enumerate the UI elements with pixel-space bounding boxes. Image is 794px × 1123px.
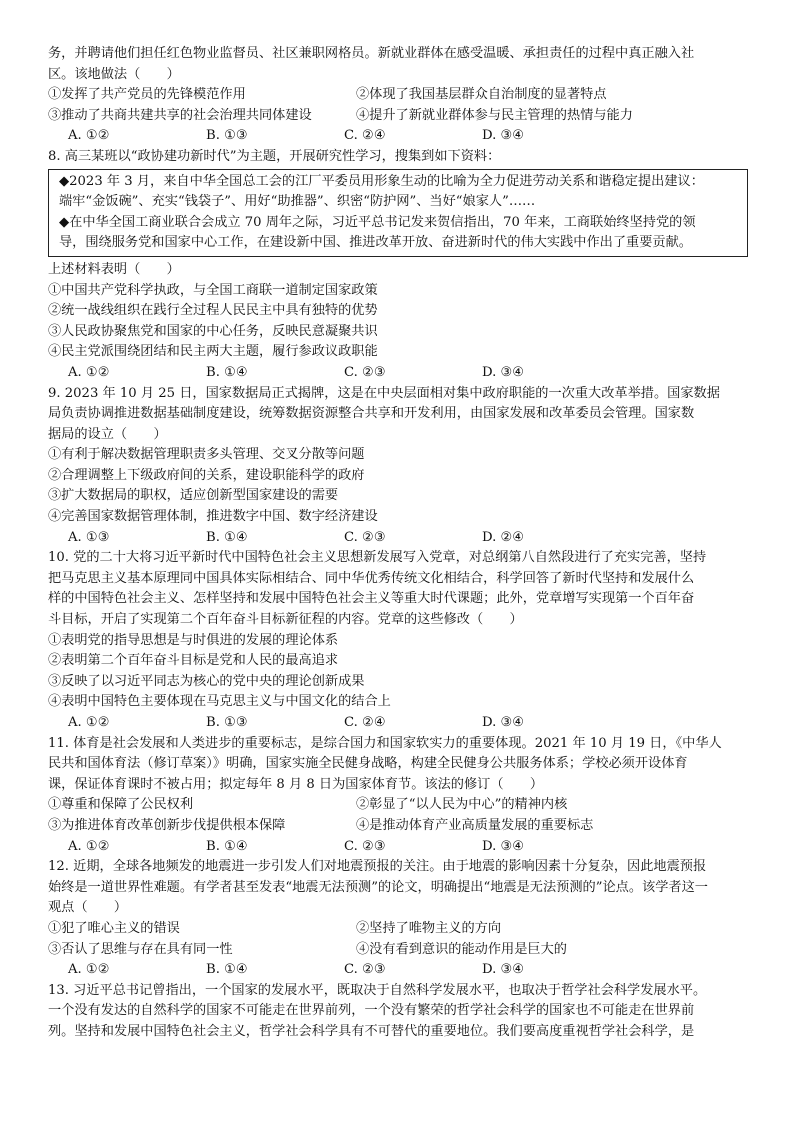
q11-stem-line: 民共和国体育法（修订草案）》明确，国家实施全民健身战略，构建全民健身公共服务体系；学校必须开设体育 [48,756,688,772]
question-9 [48,384,748,549]
q10-options [48,713,748,734]
q8-option-d[interactable]: D. ③④ [482,364,525,380]
q12-option-d[interactable]: D. ③④ [482,962,525,978]
q7-stem-line: 区。该地做法（ ） [48,66,180,82]
q11-statement-2[interactable]: ②彰显了“以人民为中心”的精神内核 [356,797,568,813]
q7-option-b[interactable]: B. ①③ [206,128,248,144]
q9-options [48,528,748,549]
q12-stem-line: 12. 近期，全球各地频发的地震进一步引发人们对地震预报的关注。由于地震的影响因素十分复杂，因此地震预报 [48,859,707,875]
question-13 [48,981,748,1043]
q12-statement-row [48,919,748,940]
q13-stem-line: 13. 习近平总书记曾指出，一个国家的发展水平，既取决于自然科学发展水平，也取决于哲学社会科学发展水平。 [48,982,707,998]
q10-stem-line: 样的中国特色社会主义、怎样坚持和发展中国特色社会主义等重大时代课题；此外，党章增写实现第一个百年奋 [48,591,695,607]
q10-statement-1[interactable]: ①表明党的指导思想是与时俱进的发展的理论体系 [48,632,339,648]
q7-statement-3[interactable]: ③推动了共商共建共享的社会治理共同体建设 [48,107,312,123]
q7-options [48,126,748,147]
q10-option-c[interactable]: C. ②④ [344,715,386,730]
q7-statement-1[interactable]: ①发挥了共产党员的先锋模范作用 [48,87,246,103]
q8-material-line: ◆2023 年 3 月，来自中华全国总工会的江厂平委员用形象生动的比喻为全力促进劳动关系和谐稳定提出建议： [59,173,704,189]
q10-statement-4[interactable]: ④表明中国特色主要体现在马克思主义与中国文化的结合上 [48,694,391,710]
q12-stem-line: 始终是一道世界性难题。有学者甚至发表“地震无法预测”的论文，明确提出“地震是无法预测的”论点。该学者这一 [48,879,708,895]
q13-stem-line: 列。坚持和发展中国特色社会主义，哲学社会科学具有不可替代的重要地位。我们要高度重视哲学社会科学，是 [48,1023,695,1039]
q9-statement-1[interactable]: ①有利于解决数据管理职责多头管理、交叉分散等问题 [48,447,365,463]
q10-stem-line: 把马克思主义基本原理同中国具体实际相结合、同中华优秀传统文化相结合，科学回答了新时代坚持和发展什么 [48,570,695,586]
q9-option-a[interactable]: A. ①③ [68,529,110,545]
q9-option-c[interactable]: C. ②③ [344,529,386,545]
q12-statement-2[interactable]: ②坚持了唯物主义的方向 [356,920,502,936]
q9-stem-line: 9. 2023 年 10 月 25 日，国家数据局正式揭牌，这是在中央层面相对集中政府职能的一次重大改革举措。国家数据 [48,385,720,401]
q8-material-box [48,169,748,257]
q9-stem-line: 局负责协调推进数据基础制度建设，统筹数据资源整合共享和开发利用，由国家发展和改革委员会管理。国家数 [48,406,695,422]
q9-statement-4[interactable]: ④完善国家数据管理体制，推进数字中国、数字经济建设 [48,509,378,525]
question-12 [48,857,748,981]
q12-option-b[interactable]: B. ①④ [206,962,248,978]
q8-statement-1[interactable]: ①中国共产党科学执政，与全国工商联一道制定国家政策 [48,282,378,298]
q10-option-d[interactable]: D. ③④ [482,715,525,730]
q10-stem-line: 10. 党的二十大将习近平新时代中国特色社会主义思想新发展写入党章，对总纲第八自然段进行了充实完善，坚持 [48,550,707,566]
q9-option-d[interactable]: D. ②④ [482,529,525,545]
q11-options [48,837,748,858]
q12-option-a[interactable]: A. ①② [68,962,110,978]
q8-option-c[interactable]: C. ②③ [344,364,386,380]
q13-stem-line: 一个没有发达的自然科学的国家不可能走在世界前列，一个没有繁荣的哲学社会科学的国家也不可能走在世界前 [48,1003,695,1019]
q8-statement-3[interactable]: ③人民政协聚焦党和国家的中心任务，反映民意凝聚共识 [48,323,378,339]
q11-statement-row [48,816,748,837]
question-7 [48,44,748,147]
q8-option-a[interactable]: A. ①② [68,364,110,380]
question-11 [48,734,748,858]
q8-stem: 8. 高三某班以“政协建功新时代”为主题，开展研究性学习，搜集到如下资料： [48,148,501,164]
q12-options [48,960,748,981]
q12-statement-3[interactable]: ③否认了思维与存在具有同一性 [48,941,233,957]
q9-stem-line: 据局的设立（ ） [48,426,167,442]
q11-stem-line: 课，保证体育课时不被占用；拟定每年 8 月 8 日为国家体育节。该法的修订（ ） [48,776,544,792]
q12-statement-1[interactable]: ①犯了唯心主义的错误 [48,920,180,936]
exam-page [48,44,748,1043]
q8-options [48,363,748,384]
q11-option-d[interactable]: D. ③④ [482,838,525,854]
q11-statement-1[interactable]: ①尊重和保障了公民权利 [48,797,194,813]
q11-statement-row [48,795,748,816]
q11-statement-4[interactable]: ④是推动体育产业高质量发展的重要标志 [356,817,594,833]
q8-statement-4[interactable]: ④民主党派围绕团结和民主两大主题，履行参政议政职能 [48,344,378,360]
q8-statement-2[interactable]: ②统一战线组织在践行全过程人民民主中具有独特的优势 [48,303,378,319]
q11-option-a[interactable]: A. ①② [68,838,110,854]
q7-stem-line: 务，并聘请他们担任红色物业监督员、社区兼职网格员。新就业群体在感受温暖、承担责任的过程中真正融入社 [48,46,695,61]
q8-material-line: ◆在中华全国工商业联合会成立 70 周年之际，习近平总书记发来贺信指出，70 年来，工商联始终坚持党的领 [59,214,696,230]
q7-statement-2[interactable]: ②体现了我国基层群众自治制度的显著特点 [356,87,607,103]
q12-statement-row [48,940,748,961]
q12-statement-4[interactable]: ④没有看到意识的能动作用是巨大的 [356,941,567,957]
q9-option-b[interactable]: B. ①④ [206,529,248,545]
q7-statement-4[interactable]: ④提升了新就业群体参与民主管理的热情与能力 [356,107,633,123]
q7-statement-row [48,106,748,127]
q8-option-b[interactable]: B. ①④ [206,364,248,380]
q10-statement-3[interactable]: ③反映了以习近平同志为核心的党中央的理论创新成果 [48,673,365,689]
q11-option-b[interactable]: B. ①④ [206,838,248,854]
q10-stem-line: 斗目标，开启了实现第二个百年奋斗目标新征程的内容。党章的这些修改（ ） [48,612,523,628]
question-10 [48,548,748,733]
q12-option-c[interactable]: C. ②③ [344,962,386,978]
q10-statement-2[interactable]: ②表明第二个百年奋斗目标是党和人民的最高追求 [48,653,339,669]
q8-lead: 上述材料表明（ ） [48,261,180,277]
q8-material-line: 端牢“金饭碗”、充实“钱袋子”、用好“助推器”、织密“防护网”、当好“娘家人”…… [59,194,536,210]
q10-option-b[interactable]: B. ①③ [206,715,248,730]
q10-option-a[interactable]: A. ①② [68,715,110,730]
q7-option-d[interactable]: D. ③④ [482,128,525,144]
q11-statement-3[interactable]: ③为推进体育改革创新步伐提供根本保障 [48,817,286,833]
q9-statement-3[interactable]: ③扩大数据局的职权，适应创新型国家建设的需要 [48,488,339,504]
q9-statement-2[interactable]: ②合理调整上下级政府间的关系，建设职能科学的政府 [48,467,365,483]
q11-option-c[interactable]: C. ②③ [344,838,386,854]
q7-option-c[interactable]: C. ②④ [344,128,386,144]
q7-option-a[interactable]: A. ①② [68,128,110,144]
q7-statement-row [48,85,748,106]
q12-stem-line: 观点（ ） [48,900,128,916]
question-8 [48,147,748,384]
q8-material-line: 导，围绕服务党和国家中心工作，在建设新中国、推进改革开放、奋进新时代的伟大实践中作出了重要贡献。 [59,235,692,251]
q11-stem-line: 11. 体育是社会发展和人类进步的重要标志，是综合国力和国家软实力的重要体现。2021 年 10 月 19 日，《中华人 [48,735,722,751]
